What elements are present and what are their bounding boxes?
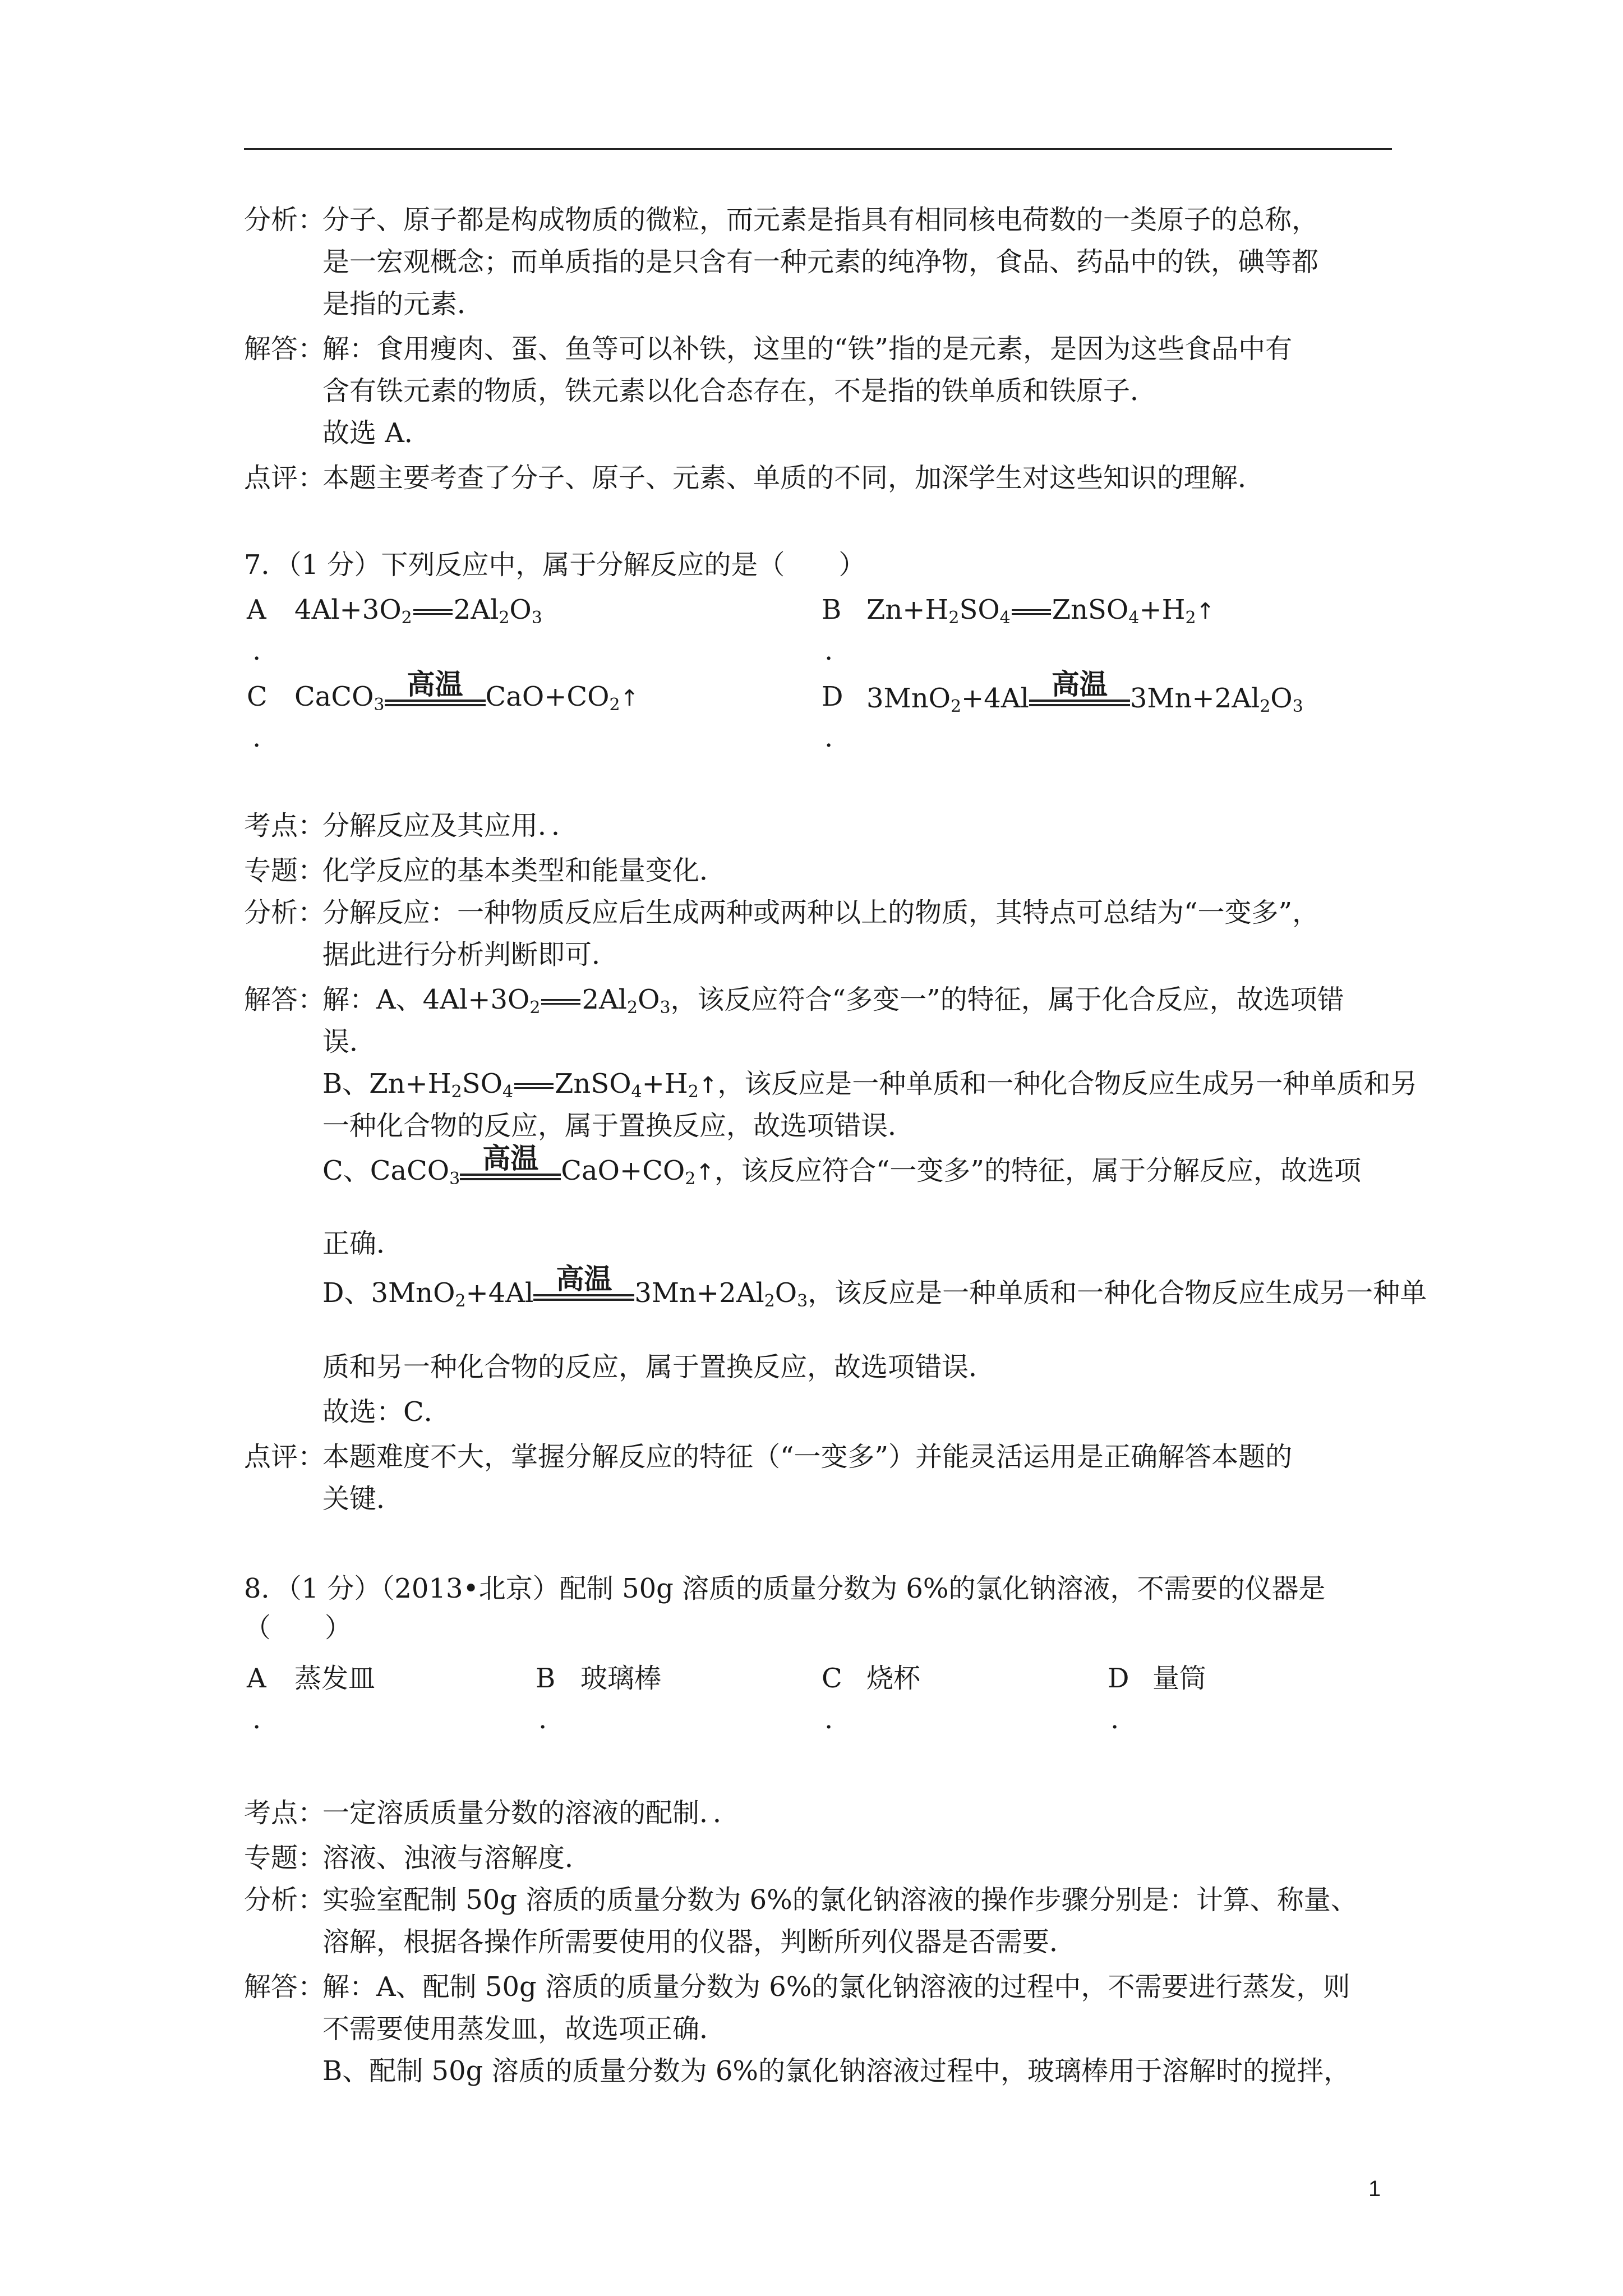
q7-zhuanti: 化学反应的基本类型和能量变化． [322,855,727,886]
q8-option-c: 烧杯 [866,1663,921,1694]
q7-option-b: $Zn+H_2SO_4$ $ZnSO_4+H_2↑$ [866,594,1215,628]
q7-option-d: 3MnO$_2$+4Al 高温 $3Mn+2Al_2O_3$ [866,668,1303,716]
q7-analysis-label: 分析： [244,897,325,928]
q7-option-c-dot: . [252,722,261,753]
q7-answer-b: B、$Zn+H_2SO_4$ $ZnSO_4+H_2↑$，该反应是一种单质和一种化合物反应生成另一种单质和另 [322,1068,1418,1102]
q8-option-a: 蒸发皿 [294,1663,376,1694]
page-number: 1 [1368,2177,1381,2201]
q7-option-a-letter: A [247,594,266,625]
q7-comment-label: 点评： [244,1441,325,1473]
q7-analysis-line-2: 据此进行分析判断即可． [322,939,619,970]
q7-answer-a: 解：A、$4Al+3O_2$ $2Al_2O_3$，该反应符合“多变一”的特征，属于化合反应，故选项错 [322,984,1344,1018]
q7-option-b-letter: B [822,594,842,625]
q8-option-a-letter: A [247,1663,266,1694]
q6-answer-line-1: 解：食用瘦肉、蛋、鱼等可以补铁，这里的“铁”指的是元素，是因为这些食品中有 [322,333,1293,365]
q7-analysis-line-1: 分解反应：一种物质反应后生成两种或两种以上的物质，其特点可总结为“一变多”， [322,897,1320,928]
q6-analysis-line-2: 是一宏观概念；而单质指的是只含有一种元素的纯净物，食品、药品中的铁，碘等都 [322,246,1319,278]
q7-answer-label: 解答： [244,984,325,1015]
q8-option-d-letter: D [1108,1663,1129,1694]
q8-option-c-letter: C [822,1663,842,1694]
q6-answer-line-3: 故选 A． [322,417,431,449]
q7-answer-c: C、CaCO$_3$ 高温 $CaO+CO_2↑$，该反应符合“一变多”的特征，属于分解反应，故选项 [322,1142,1361,1189]
q8-analysis-label: 分析： [244,1884,325,1916]
q7-answer-b-cont: 一种化合物的反应，属于置换反应，故选项错误． [322,1110,915,1142]
q7-option-a-dot: . [252,635,261,666]
q7-option-d-dot: . [824,722,833,753]
q8-option-c-dot: . [824,1704,833,1735]
q8-analysis-line-2: 溶解，根据各操作所需要使用的仪器，判断所列仪器是否需要． [322,1926,1077,1958]
q8-kaodian-label: 考点： [244,1797,325,1829]
header-rule [244,148,1392,150]
q7-option-c-letter: C [247,681,268,712]
q6-answer-label: 解答： [244,333,325,365]
q6-comment-line-1: 本题主要考查了分子、原子、元素、单质的不同，加深学生对这些知识的理解． [322,462,1265,494]
q7-comment-line-2: 关键． [322,1483,404,1515]
q7-option-d-letter: D [822,681,843,712]
q8-zhuanti: 溶液、浊液与溶解度． [322,1842,592,1874]
q8-answer-line-3: B、配制 50g 溶质的质量分数为 6%的氯化钠溶液过程中，玻璃棒用于溶解时的搅拌， [322,2055,1351,2087]
q6-analysis-line-1: 分子、原子都是构成物质的微粒，而元素是指具有相同核电荷数的一类原子的总称， [322,204,1319,236]
q8-option-d: 量筒 [1152,1663,1207,1694]
q7-option-b-dot: . [824,635,833,666]
q8-option-a-dot: . [252,1704,261,1735]
q7-option-c: CaCO$_3$ 高温 $CaO+CO_2↑$ [294,668,639,715]
q7-zhuanti-label: 专题： [244,855,325,886]
q7-answer-d-cont: 质和另一种化合物的反应，属于置换反应，故选项错误． [322,1351,996,1383]
q7-comment-line-1: 本题难度不大，掌握分解反应的特征（“一变多”）并能灵活运用是正确解答本题的 [322,1441,1293,1473]
q7-stem: 7．（1 分）下列反应中，属于分解反应的是（ ） [244,549,866,581]
q8-option-b: 玻璃棒 [580,1663,662,1694]
q7-kaodian-label: 考点： [244,810,325,841]
q8-option-d-dot: . [1110,1704,1119,1735]
q8-zhuanti-label: 专题： [244,1842,325,1874]
q8-answer-line-1: 解：A、配制 50g 溶质的质量分数为 6%的氯化钠溶液的过程中，不需要进行蒸发，则 [322,1971,1350,2003]
q7-kaodian: 分解反应及其应用．． [322,810,579,841]
q8-stem-line-2: （ ） [244,1612,352,1644]
q8-kaodian: 一定溶质质量分数的溶液的配制．． [322,1797,740,1829]
q8-analysis-line-1: 实验室配制 50g 溶质的质量分数为 6%的氯化钠溶液的操作步骤分别是：计算、称量、 [322,1884,1358,1916]
q8-stem-line-1: 8．（1 分）（2013•北京）配制 50g 溶质的质量分数为 6%的氯化钠溶液，不需要的仪器是 [244,1573,1326,1604]
q6-comment-label: 点评： [244,462,325,494]
q8-option-b-dot: . [538,1704,547,1735]
q6-answer-line-2: 含有铁元素的物质，铁元素以化合态存在，不是指的铁单质和铁原子． [322,375,1158,407]
q7-option-a: $4Al+3O_2$ $2Al_2O_3$ [294,594,542,628]
q8-option-b-letter: B [536,1663,556,1694]
q8-answer-line-2: 不需要使用蒸发皿，故选项正确． [322,2013,727,2045]
q7-answer-a-cont: 误． [322,1026,377,1057]
q6-analysis-line-3: 是指的元素． [322,288,485,320]
q7-answer-c-cont: 正确． [322,1228,404,1259]
q6-analysis-label: 分析： [244,204,325,236]
q8-answer-label: 解答： [244,1971,325,2003]
q7-answer-d: D、3MnO$_2$+4Al 高温 $3Mn+2Al_2O_3$，该反应是一种单质和一种化合物反应生成另一种单 [322,1263,1427,1311]
q7-answer-choice: 故选：C． [322,1396,451,1428]
